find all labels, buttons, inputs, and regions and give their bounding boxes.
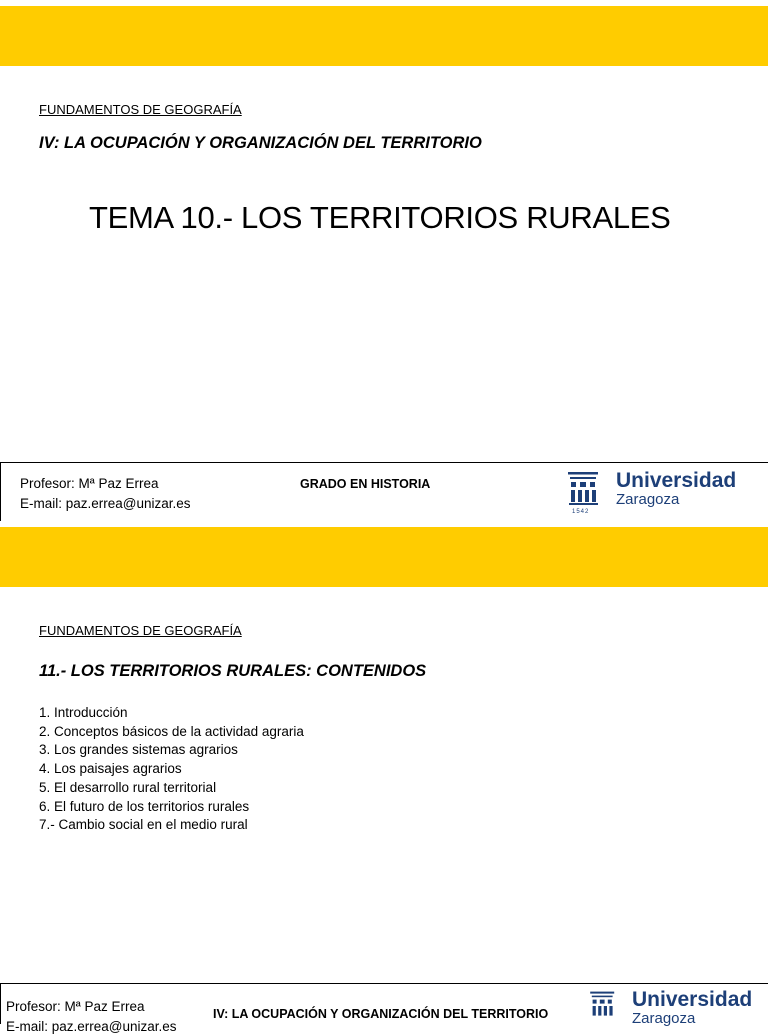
subject-label-2: FUNDAMENTOS DE GEOGRAFÍA — [39, 623, 242, 638]
university-logo-2 — [586, 990, 766, 1030]
list-item: 5. El desarrollo rural territorial — [39, 779, 217, 795]
logo-word-universidad: Universidad — [632, 988, 753, 1011]
list-item: 6. El futuro de los territorios rurales — [39, 798, 250, 814]
section-title: 11.- LOS TERRITORIOS RURALES: CONTENIDOS — [39, 662, 427, 680]
list-item: 7.- Cambio social en el medio rural — [39, 817, 248, 833]
list-item: 3. Los grandes sistemas agrarios — [39, 742, 238, 758]
footer-rule-2 — [0, 983, 768, 984]
professor-email: E-mail: paz.errea@unizar.es — [20, 496, 191, 511]
degree-label: GRADO EN HISTORIA — [300, 477, 431, 491]
subject-label: FUNDAMENTOS DE GEOGRAFÍA — [39, 102, 242, 117]
logo-word-zaragoza: Zaragoza — [616, 491, 680, 508]
professor-name-2: Profesor: Mª Paz Errea — [6, 999, 145, 1014]
unit-title: IV: LA OCUPACIÓN Y ORGANIZACIÓN DEL TERRITORIO — [39, 134, 482, 152]
list-item: 2. Conceptos básicos de la actividad agraria — [39, 723, 304, 739]
professor-name: Profesor: Mª Paz Errea — [20, 476, 159, 491]
footer-center-title: IV: LA OCUPACIÓN Y ORGANIZACIÓN DEL TERRITORIO — [213, 1007, 549, 1021]
top-accent-band — [0, 6, 768, 66]
main-title: TEMA 10.- LOS TERRITORIOS RURALES — [89, 200, 671, 235]
footer-rule — [0, 462, 768, 463]
logo-word-zaragoza: Zaragoza — [632, 1010, 696, 1027]
university-crest-icon — [586, 990, 620, 1030]
professor-email-2: E-mail: paz.errea@unizar.es — [6, 1019, 177, 1034]
list-item: 1. Introducción — [39, 705, 128, 720]
university-logo — [566, 470, 746, 522]
list-item: 4. Los paisajes agrarios — [39, 761, 182, 777]
top-accent-band-2 — [0, 527, 768, 587]
logo-word-universidad: Universidad — [616, 469, 737, 492]
footer-left-rule-2 — [0, 983, 1, 1024]
contents-list — [39, 704, 304, 835]
footer-left-rule — [0, 462, 1, 521]
logo-year: 1542 — [572, 509, 590, 515]
